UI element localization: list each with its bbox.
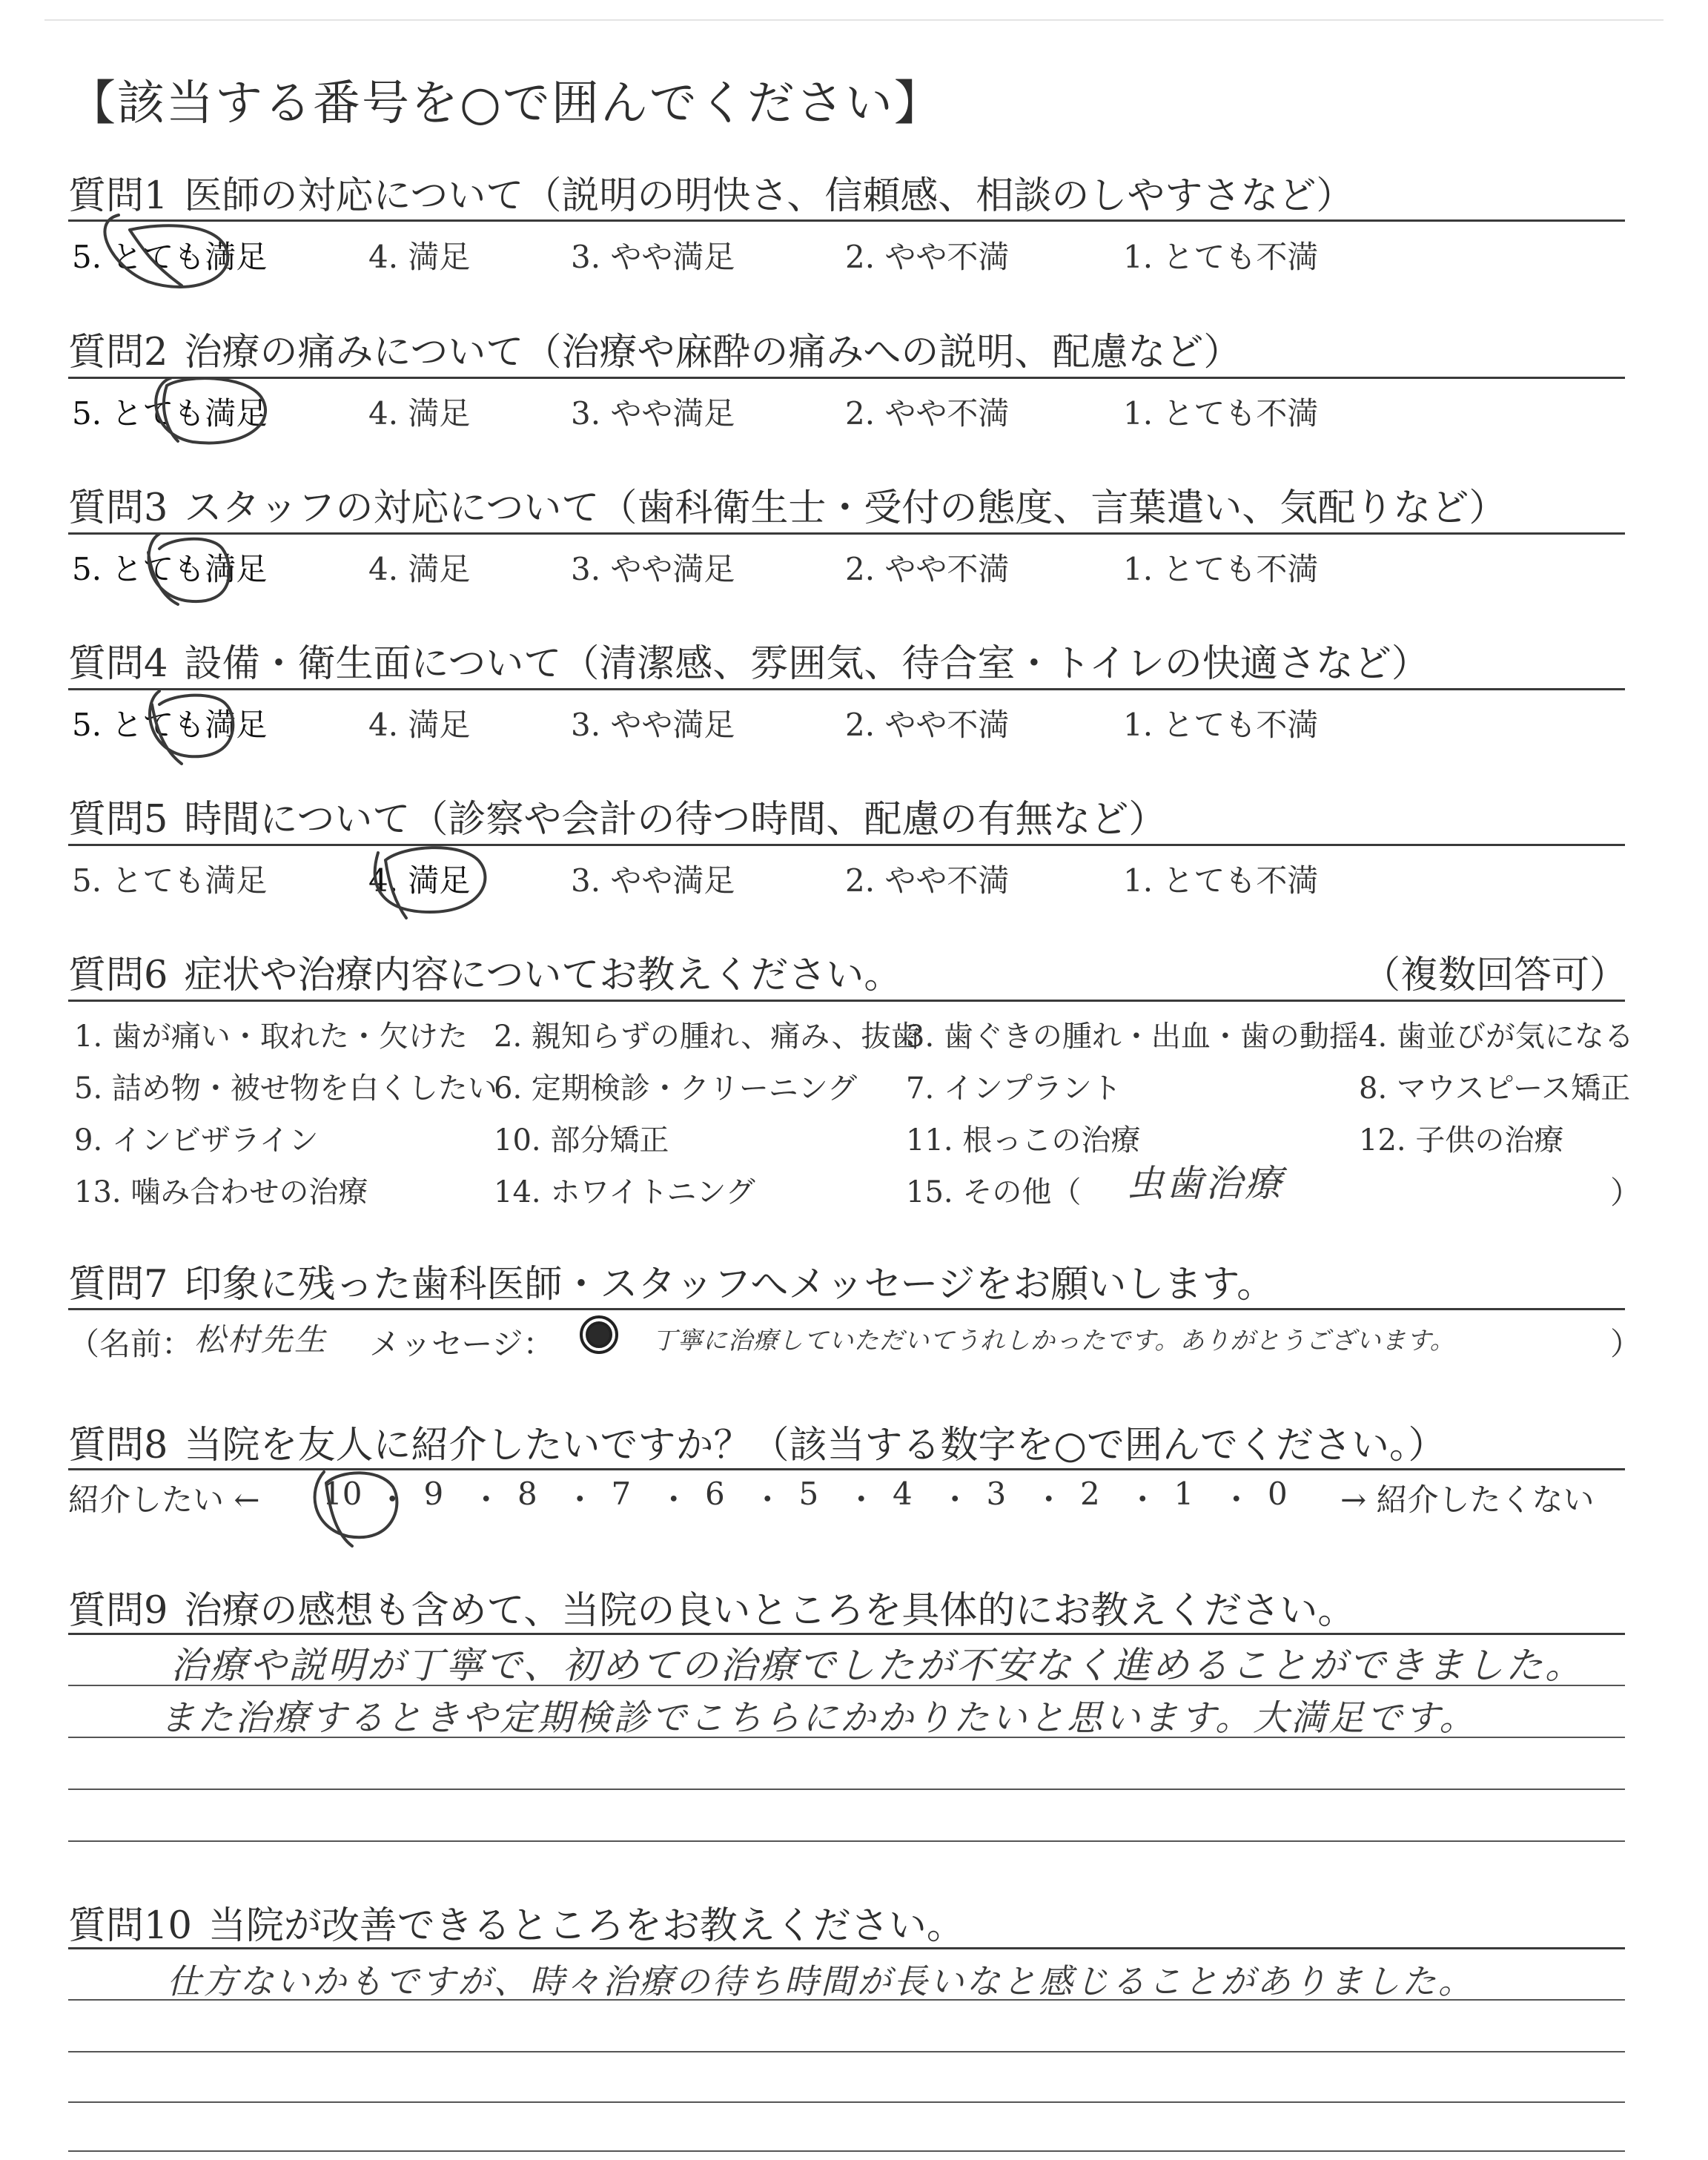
q4-option-5[interactable]: 5. とても満足: [72, 707, 268, 743]
q6-other-close-paren: ）: [1610, 1175, 1642, 1211]
q9-answer-line-1[interactable]: 治療や説明が丁寧で、初めての治療でしたが不安なく進めることができました。: [171, 1644, 1584, 1687]
question-number: 質問2: [68, 331, 168, 374]
q5-option-4[interactable]: 4. 満足: [368, 862, 471, 899]
q1-option-1[interactable]: 1. とても不満: [1123, 239, 1319, 275]
scale-separator-dot: ・: [752, 1482, 784, 1518]
q3-option-4[interactable]: 4. 満足: [368, 551, 471, 587]
q6-option-1[interactable]: 1. 歯が痛い・取れた・欠けた: [74, 1020, 468, 1054]
scale-separator-dot: ・: [377, 1482, 408, 1518]
question-number: 質問6: [68, 954, 168, 997]
question-text: スタッフの対応について（歯科衛生士・受付の態度、言葉遣い、気配りなど）: [184, 486, 1507, 530]
q6-option-9[interactable]: 9. インビザライン: [74, 1123, 319, 1157]
writing-line: [68, 1789, 1625, 1790]
staff-name-handwritten[interactable]: 松村先生: [194, 1321, 328, 1358]
writing-line: [68, 2101, 1625, 2103]
q6-option-7[interactable]: 7. インプラント: [906, 1071, 1122, 1106]
q6-option-4[interactable]: 4. 歯並びが気になる: [1359, 1020, 1634, 1054]
scale-value-5[interactable]: 5: [798, 1476, 819, 1512]
question-7-title: [68, 1253, 1274, 1308]
question-text: 症状や治療内容についてお教えください。: [184, 954, 902, 997]
question-3-rule: [68, 532, 1625, 535]
question-text: 当院を友人に紹介したいですか？（該当する数字を○で囲んでください。）: [184, 1424, 1446, 1467]
question-number: 質問4: [68, 642, 168, 686]
q2-option-3[interactable]: 3. やや満足: [571, 395, 735, 432]
q3-option-3[interactable]: 3. やや満足: [571, 551, 735, 587]
message-handwritten[interactable]: 丁寧に治療していただいてうれしかったです。ありがとうございます。: [652, 1326, 1455, 1355]
q6-option-14[interactable]: 14. ホワイトニング: [494, 1175, 755, 1209]
writing-line: [68, 1685, 1625, 1686]
q5-option-5[interactable]: 5. とても満足: [72, 862, 268, 899]
scale-value-10[interactable]: 10: [322, 1476, 363, 1512]
question-6-title: [68, 944, 901, 999]
q2-option-2[interactable]: 2. やや不満: [845, 395, 1010, 432]
question-10-title: [68, 1895, 964, 1949]
question-number: 質問5: [68, 798, 168, 842]
question-4-title: [68, 633, 1429, 687]
question-1-rule: [68, 219, 1625, 222]
question-9-title: [68, 1579, 1355, 1634]
q6-option-8[interactable]: 8. マウスピース矯正: [1359, 1071, 1631, 1106]
page-heading: 【該当する番号を○で囲んでください】: [68, 76, 943, 131]
q1-option-4[interactable]: 4. 満足: [368, 239, 471, 275]
scale-separator-dot: ・: [1220, 1482, 1252, 1518]
q10-answer-line-1[interactable]: 仕方ないかもですが、時々治療の待ち時間が長いなと感じることがありました。: [167, 1961, 1474, 2001]
question-number: 質問7: [68, 1263, 168, 1307]
scale-separator-dot: ・: [939, 1482, 971, 1518]
writing-line: [68, 2150, 1625, 2152]
question-8-rule: [68, 1468, 1625, 1470]
writing-line: [68, 2051, 1625, 2052]
q5-option-2[interactable]: 2. やや不満: [845, 862, 1010, 899]
question-4-rule: [68, 688, 1625, 690]
question-text: 治療の感想も含めて、当院の良いところを具体的にお教えください。: [184, 1589, 1356, 1633]
q2-option-5[interactable]: 5. とても満足: [72, 395, 268, 432]
q3-option-5[interactable]: 5. とても満足: [72, 551, 268, 587]
scale-separator-dot: ・: [845, 1482, 877, 1518]
question-5-title: [68, 788, 1166, 843]
question-number: 質問8: [68, 1424, 168, 1467]
q4-option-3[interactable]: 3. やや満足: [571, 707, 735, 743]
writing-line: [68, 1999, 1625, 2001]
writing-line: [68, 1737, 1625, 1738]
q6-option-12[interactable]: 12. 子供の治療: [1359, 1123, 1564, 1157]
question-number: 質問9: [68, 1589, 168, 1633]
question-9-rule: [68, 1633, 1625, 1635]
question-text: 設備・衛生面について（清潔感、雰囲気、待合室・トイレの快適さなど）: [184, 642, 1429, 686]
question-8-title: [68, 1414, 1446, 1469]
q6-option-15[interactable]: 15. その他（: [906, 1175, 1082, 1209]
ink-scribble-icon: [581, 1317, 617, 1353]
scale-value-2[interactable]: 2: [1080, 1476, 1100, 1512]
q3-option-1[interactable]: 1. とても不満: [1123, 551, 1319, 587]
message-close-paren: ）: [1610, 1326, 1642, 1362]
multiple-answer-note: （複数回答可）: [1363, 954, 1628, 997]
question-3-title: [68, 477, 1506, 532]
q4-option-2[interactable]: 2. やや不満: [845, 707, 1010, 743]
q6-option-3[interactable]: 3. 歯ぐきの腫れ・出血・歯の動揺: [906, 1020, 1359, 1054]
q6-option-10[interactable]: 10. 部分矯正: [494, 1123, 669, 1157]
q5-option-1[interactable]: 1. とても不満: [1123, 862, 1319, 899]
q1-option-2[interactable]: 2. やや不満: [845, 239, 1010, 275]
q6-option-2[interactable]: 2. 親知らずの腫れ、痛み、抜歯: [494, 1020, 921, 1054]
scale-value-9[interactable]: 9: [423, 1476, 444, 1512]
top-border: [44, 19, 1664, 21]
question-text: 時間について（診察や会計の待つ時間、配慮の有無など）: [184, 798, 1167, 842]
q5-option-3[interactable]: 3. やや満足: [571, 862, 735, 899]
question-text: 当院が改善できるところをお教えください。: [208, 1904, 964, 1948]
scale-separator-dot: ・: [1033, 1482, 1065, 1518]
question-1-title: [68, 165, 1354, 219]
scale-value-0[interactable]: 0: [1268, 1476, 1288, 1512]
scale-value-8[interactable]: 8: [517, 1476, 537, 1512]
question-7-rule: [68, 1308, 1625, 1310]
q6-option-5[interactable]: 5. 詰め物・被せ物を白くしたい: [74, 1071, 497, 1106]
question-2-rule: [68, 377, 1625, 379]
question-10-rule: [68, 1947, 1625, 1949]
question-5-rule: [68, 844, 1625, 846]
q6-option-11[interactable]: 11. 根っこの治療: [906, 1123, 1141, 1157]
scale-separator-dot: ・: [564, 1482, 596, 1518]
recommend-right-label: → 紹介したくない: [1340, 1482, 1595, 1518]
scale-value-4[interactable]: 4: [893, 1476, 913, 1512]
recommend-left-label: 紹介したい ←: [68, 1482, 260, 1518]
scale-value-3[interactable]: 3: [986, 1476, 1007, 1512]
question-number: 質問10: [68, 1904, 192, 1948]
scale-value-7[interactable]: 7: [611, 1476, 632, 1512]
q3-option-2[interactable]: 2. やや不満: [845, 551, 1010, 587]
q6-option-13[interactable]: 13. 噛み合わせの治療: [74, 1175, 368, 1209]
q1-option-3[interactable]: 3. やや満足: [571, 239, 735, 275]
q1-option-5[interactable]: 5. とても満足: [72, 239, 268, 275]
q2-option-1[interactable]: 1. とても不満: [1123, 395, 1319, 432]
question-number: 質問3: [68, 486, 168, 530]
message-label: メッセージ：: [369, 1326, 555, 1362]
writing-line: [68, 1840, 1625, 1842]
q6-other-handwritten[interactable]: 虫歯治療: [1127, 1162, 1284, 1205]
scale-separator-dot: ・: [1127, 1482, 1159, 1518]
scale-value-1[interactable]: 1: [1174, 1476, 1194, 1512]
scale-separator-dot: ・: [658, 1482, 689, 1518]
question-text: 医師の対応について（説明の明快さ、信頼感、相談のしやすさなど）: [184, 174, 1354, 218]
question-2-title: [68, 321, 1241, 376]
q9-answer-line-2[interactable]: また治療するときや定期検診でこちらにかかりたいと思います。大満足です。: [159, 1697, 1477, 1739]
q6-option-6[interactable]: 6. 定期検診・クリーニング: [494, 1071, 858, 1106]
question-6-rule: [68, 1000, 1625, 1002]
name-label: （名前：: [68, 1326, 193, 1362]
question-text: 印象に残った歯科医師・スタッフへメッセージをお願いします。: [184, 1263, 1275, 1307]
q2-option-4[interactable]: 4. 満足: [368, 395, 471, 432]
question-number: 質問1: [68, 174, 168, 218]
q4-option-4[interactable]: 4. 満足: [368, 707, 471, 743]
question-text: 治療の痛みについて（治療や麻酔の痛みへの説明、配慮など）: [184, 331, 1242, 374]
scale-separator-dot: ・: [470, 1482, 502, 1518]
scale-value-6[interactable]: 6: [705, 1476, 725, 1512]
q4-option-1[interactable]: 1. とても不満: [1123, 707, 1319, 743]
